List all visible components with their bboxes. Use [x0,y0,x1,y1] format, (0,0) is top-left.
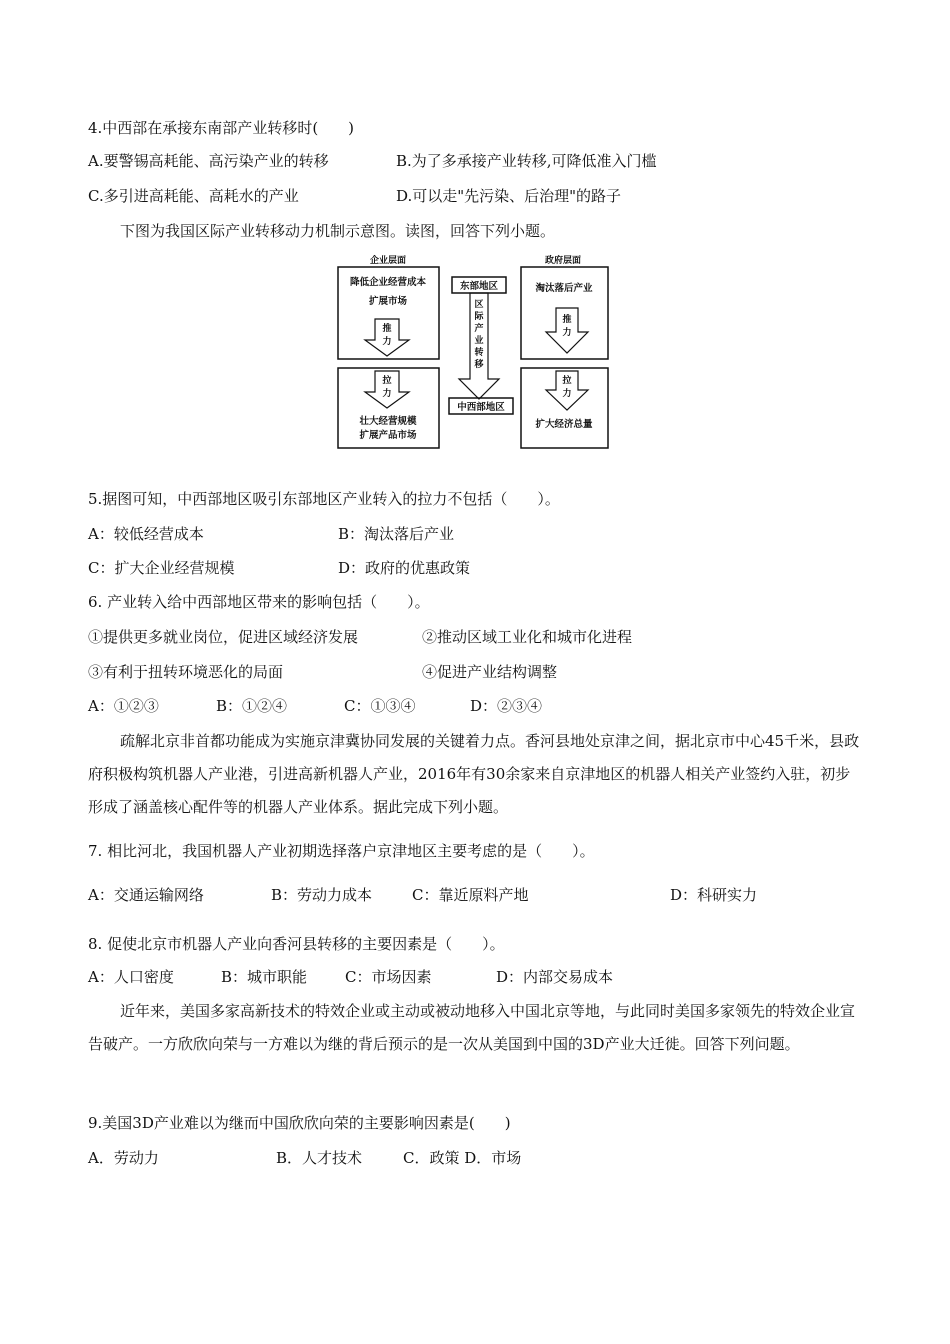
q5-stem: 5.据图可知，中西部地区吸引东部地区产业转入的拉力不包括（ ）。 [88,490,560,508]
q7-option-c: C：靠近原料产地 [412,886,529,904]
q7-stem: 7. 相比河北，我国机器人产业初期选择落户京津地区主要考虑的是（ ）。 [88,842,595,860]
q6-option-b: B：①②④ [216,697,288,715]
q5-option-a: A：较低经营成本 [88,525,204,543]
q6-option-a: A：①②③ [88,697,159,715]
passage-3d-industry: 近年来，美国多家高新技术的特效企业或主动或被动地移入中国北京等地，与此同时美国多家领先的特效企业宣告破产。一方欣欣向荣与一方难以为继的背后预示的是一次从美国到中国的3D产业大迁徙。回答下列问题。 [88,1002,856,1053]
transfer-char-6: 移 [474,360,484,370]
q4-option-b: B.为了多承接产业转移,可降低准入门槛 [396,152,657,170]
central-west-label: 中西部地区 [457,402,505,413]
q5-option-c: C：扩大企业经营规模 [88,559,235,577]
government-top-label: 淘汰落后产业 [535,283,593,294]
q9-option-a: A．劳动力 [88,1149,159,1167]
enterprise-top-line2: 扩展市场 [368,296,408,307]
industry-transfer-diagram [337,252,613,452]
east-region-label: 东部地区 [459,281,499,292]
enterprise-top-line1: 降低企业经营成本 [349,277,427,288]
q6-stem: 6. 产业转入给中西部地区带来的影响包括（ ）。 [88,593,430,611]
transfer-char-1: 区 [474,300,484,310]
enterprise-level-title: 企业层面 [369,256,407,266]
government-pull-2: 力 [562,389,572,399]
transfer-char-3: 产 [474,324,484,334]
government-bottom-label: 扩大经济总量 [535,419,593,430]
government-top-box [521,267,608,359]
q5-option-b: B：淘汰落后产业 [338,525,455,543]
enterprise-bottom-line2: 扩展产品市场 [359,430,417,441]
q4-stem: 4.中西部在承接东南部产业转移时( ) [88,119,355,137]
q4-option-d: D.可以走"先污染、后治理"的路子 [396,187,622,205]
q6-statement-4: ④促进产业结构调整 [422,663,558,681]
enterprise-push-1: 推 [382,324,392,334]
transfer-char-4: 业 [474,336,484,346]
q6-statement-2: ②推动区域工业化和城市化进程 [422,628,633,646]
government-push-2: 力 [562,328,572,338]
government-level-title: 政府层面 [544,256,582,266]
q8-option-c: C：市场因素 [345,968,432,986]
q7-option-a: A：交通运输网络 [88,886,204,904]
q8-stem: 8. 促使北京市机器人产业向香河县转移的主要因素是（ ）。 [88,935,505,953]
q4-option-c: C.多引进高耗能、高耗水的产业 [88,187,299,205]
enterprise-pull-1: 拉 [382,376,392,386]
q5-option-d: D：政府的优惠政策 [338,559,471,577]
diagram-intro: 下图为我国区际产业转移动力机制示意图。读图，回答下列小题。 [120,222,556,240]
enterprise-pull-2: 力 [382,389,392,399]
government-push-1: 推 [562,315,572,325]
q7-option-d: D：科研实力 [670,886,758,904]
q9-stem: 9.美国3D产业难以为继而中国欣欣向荣的主要影响因素是( ) [88,1114,511,1132]
q6-option-d: D：②③④ [470,697,543,715]
government-pull-1: 拉 [562,376,572,386]
transfer-char-2: 际 [474,312,484,322]
q6-statement-1: ①提供更多就业岗位，促进区域经济发展 [88,628,359,646]
transfer-char-5: 转 [474,348,484,358]
q9-option-cd: C．政策 D．市场 [403,1149,522,1167]
q6-option-c: C：①③④ [344,697,416,715]
q9-option-b: B．人才技术 [276,1149,363,1167]
q8-option-b: B：城市职能 [221,968,308,986]
enterprise-push-2: 力 [382,337,392,347]
q6-statement-3: ③有利于扭转环境恶化的局面 [88,663,284,681]
enterprise-bottom-line1: 壮大经营规模 [359,416,417,427]
q8-option-a: A：人口密度 [88,968,174,986]
q4-option-a: A.要警锡高耗能、高污染产业的转移 [88,152,329,170]
q8-option-d: D：内部交易成本 [496,968,614,986]
passage-robot-industry: 疏解北京非首都功能成为实施京津冀协同发展的关键着力点。香河县地处京津之间，据北京市中心45千米，县政府积极构筑机器人产业港，引进高新机器人产业，2016年有30余家来自京津地区的机器人相关产业签约入驻，初步形成了涵盖核心配件等的机器人产业体系。据此完成下列小题。 [88,732,860,816]
q7-option-b: B：劳动力成本 [271,886,373,904]
